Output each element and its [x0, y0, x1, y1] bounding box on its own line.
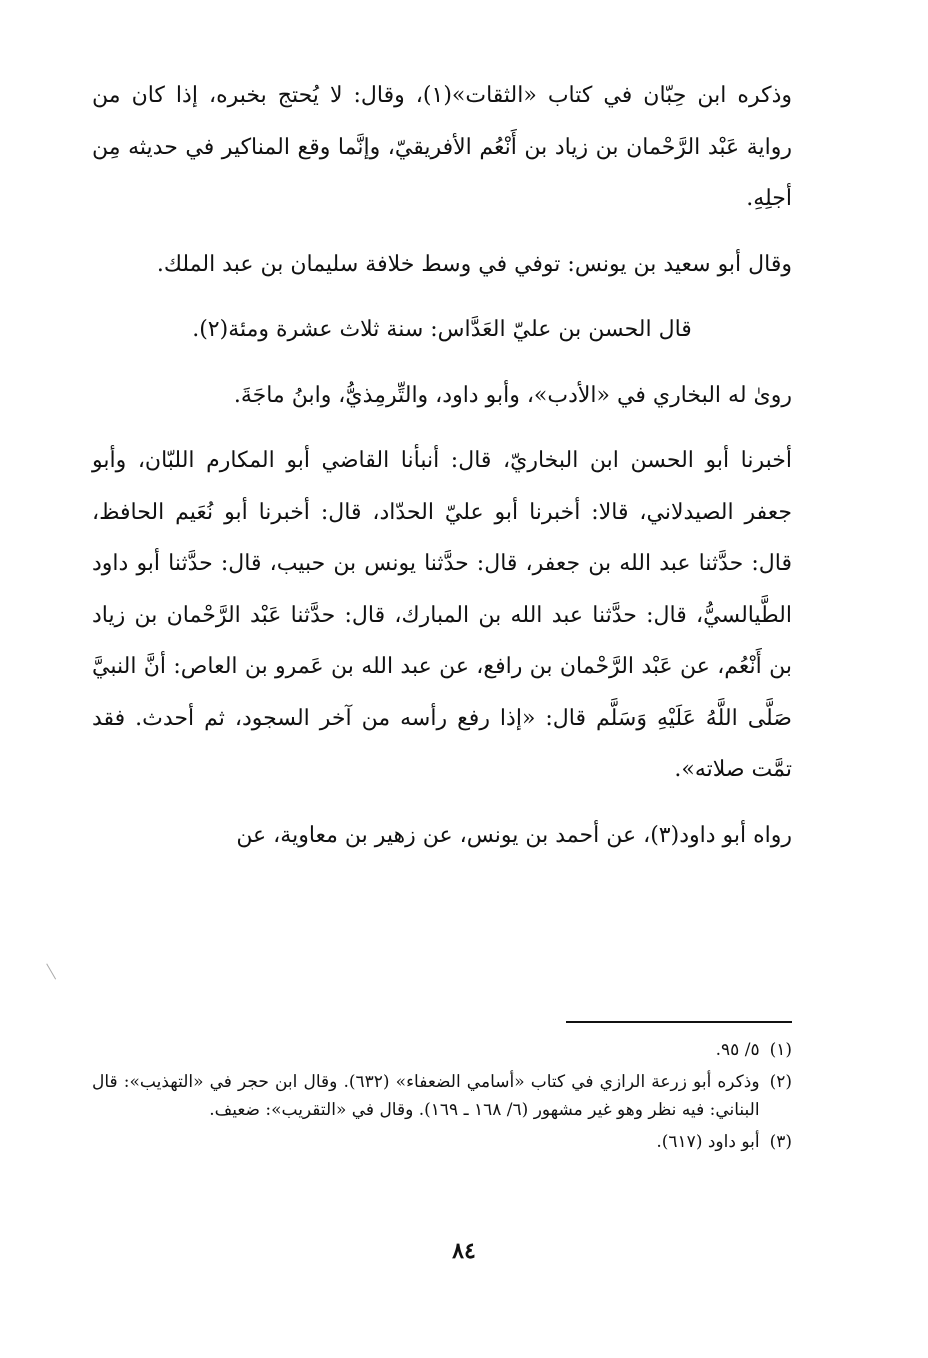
- paragraph-ibn-hibban: وذكره ابن حِبّان في كتاب «الثقات»(١)، وقال: لا يُحتج بخبره، إذا كان من رواية عَبْد الرَّحْمان بن زياد بن أَنْعُم الأفريقيّ، وإنَّما وقع المناكير في حديثه مِن أجلِهِ.: [92, 83, 792, 211]
- footnote-text: أبو داود (٦١٧).: [656, 1132, 760, 1152]
- footnote-number: (١): [769, 1040, 792, 1060]
- margin-mark: [46, 958, 65, 979]
- footnote-number: (٣): [769, 1132, 792, 1152]
- footnote-text: وذكره أبو زرعة الرازي في كتاب «أسامي الضعفاء» (٦٣٢). وقال ابن حجر في «التهذيب»: قال البناني: فيه نظر وهو غير مشهور (٦/ ١٦٨ ـ ١٦٩). وقال في «التقريب»: ضعيف.: [92, 1072, 760, 1120]
- footnote-2: [92, 1068, 792, 1124]
- footnote-number: (٢): [769, 1072, 792, 1092]
- footnotes: [92, 1036, 792, 1160]
- paragraph-narrators: روىٰ له البخاري في «الأدب»، وأبو داود، والتِّرمِذيُّ، وابنُ ماجَةَ.: [233, 382, 792, 408]
- paragraph-abu-dawud-chain: رواه أبو داود(٣)، عن أحمد بن يونس، عن زهير بن معاوية، عن: [236, 822, 792, 848]
- footnote-1: [92, 1036, 792, 1064]
- footnote-text: ٥/ ٩٥.: [715, 1040, 760, 1060]
- paragraph-ibn-yunus: وقال أبو سعيد بن يونس: توفي في وسط خلافة سليمان بن عبد الملك.: [156, 251, 792, 277]
- page-number: ٨٤: [452, 1238, 476, 1264]
- paragraph-al-addas: قال الحسن بن عليّ العَدَّاس: سنة ثلاث عشرة ومئة(٢).: [192, 317, 692, 342]
- footnote-divider: [566, 1021, 792, 1023]
- paragraph-isnad-hadith: أخبرنا أبو الحسن ابن البخاريّ، قال: أنبأنا القاضي أبو المكارم اللبّان، وأبو جعفر الصيدلاني، قالا: أخبرنا أبو عليّ الحدّاد، قال: أخبرنا أبو نُعَيم الحافظ، قال: حدَّثنا عبد الله بن جعفر، قال: حدَّثنا يونس بن حبيب، قال: حدَّثنا أبو داود الطَّيالسيُّ، قال: حدَّثنا عبد الله بن المبارك، قال: حدَّثنا عَبْد الرَّحْمان بن زياد بن أَنْعُم، عن عَبْد الرَّحْمان بن رافع، عن عبد الله بن عَمرو بن العاص: أنَّ النبيَّ صَلَّى اللَّهُ عَلَيْهِ وَسَلَّم قال: «إذا رفع رأسه من آخر السجود، ثم أحدث. فقد تمَّت صلاته».: [92, 448, 792, 782]
- main-text: [92, 70, 792, 875]
- footnote-3: [92, 1128, 792, 1156]
